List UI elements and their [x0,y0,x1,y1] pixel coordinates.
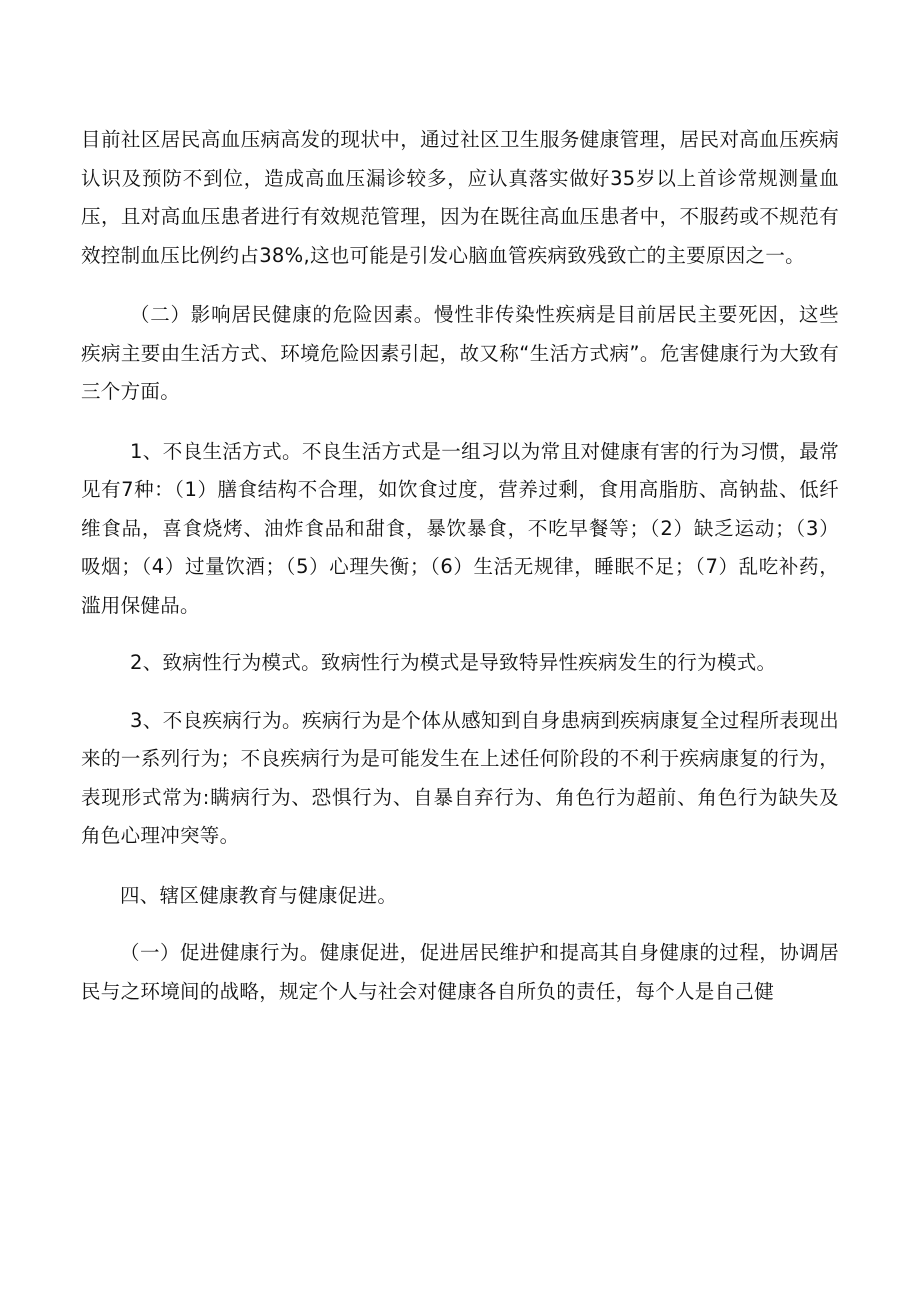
paragraph-risk-factors: （二）影响居民健康的危险因素。慢性非传染性疾病是目前居民主要死因，这些疾病主要由生活方式、环境危险因素引起，故又称“生活方式病”。危害健康行为大致有三个方面。 [81,303,839,403]
document-body [81,121,839,1011]
section-heading-health-education: 四、辖区健康教育与健康促进。 [120,883,398,907]
paragraph-promote-health-behavior: （一）促进健康行为。健康促进，促进居民维护和提高其自身健康的过程，协调居民与之环境间的战略，规定个人与社会对健康各自所负的责任，每个人是自己健 [81,941,839,1003]
paragraph-illness-behavior: 3、不良疾病行为。疾病行为是个体从感知到自身患病到疾病康复全过程所表现出来的一系列行为；不良疾病行为是可能发生在上述任何阶段的不利于疾病康复的行为，表现形式常为:瞒病行为、恐惧行为、自暴自弃行为、角色行为超前、角色行为缺失及角色心理冲突等。 [81,708,839,847]
paragraph-pathogenic-behavior: 2、致病性行为模式。致病性行为模式是导致特异性疾病发生的行为模式。 [130,651,777,674]
paragraph-unhealthy-lifestyle: 1、不良生活方式。不良生活方式是一组习以为常且对健康有害的行为习惯，最常见有7种：（1）膳食结构不合理，如饮食过度，营养过剩，食用高脂肪、高钠盐、低纤维食品，喜食烧烤、油炸食品和甜食，暴饮暴食，不吃早餐等；（2）缺乏运动；（3）吸烟；（4）过量饮酒；（5）心理失衡；（6）生活无规律，睡眠不足；（7）乱吃补药，滥用保健品。 [81,439,839,617]
paragraph-hypertension-status: 目前社区居民高血压病高发的现状中，通过社区卫生服务健康管理，居民对高血压疾病认识及预防不到位，造成高血压漏诊较多，应认真落实做好35岁以上首诊常规测量血压，且对高血压患者进行有效规范管理，因为在既往高血压患者中，不服药或不规范有效控制血压比例约占38%,这也可能是引发心脑血管疾病致残致亡的主要原因之一。 [81,128,839,267]
